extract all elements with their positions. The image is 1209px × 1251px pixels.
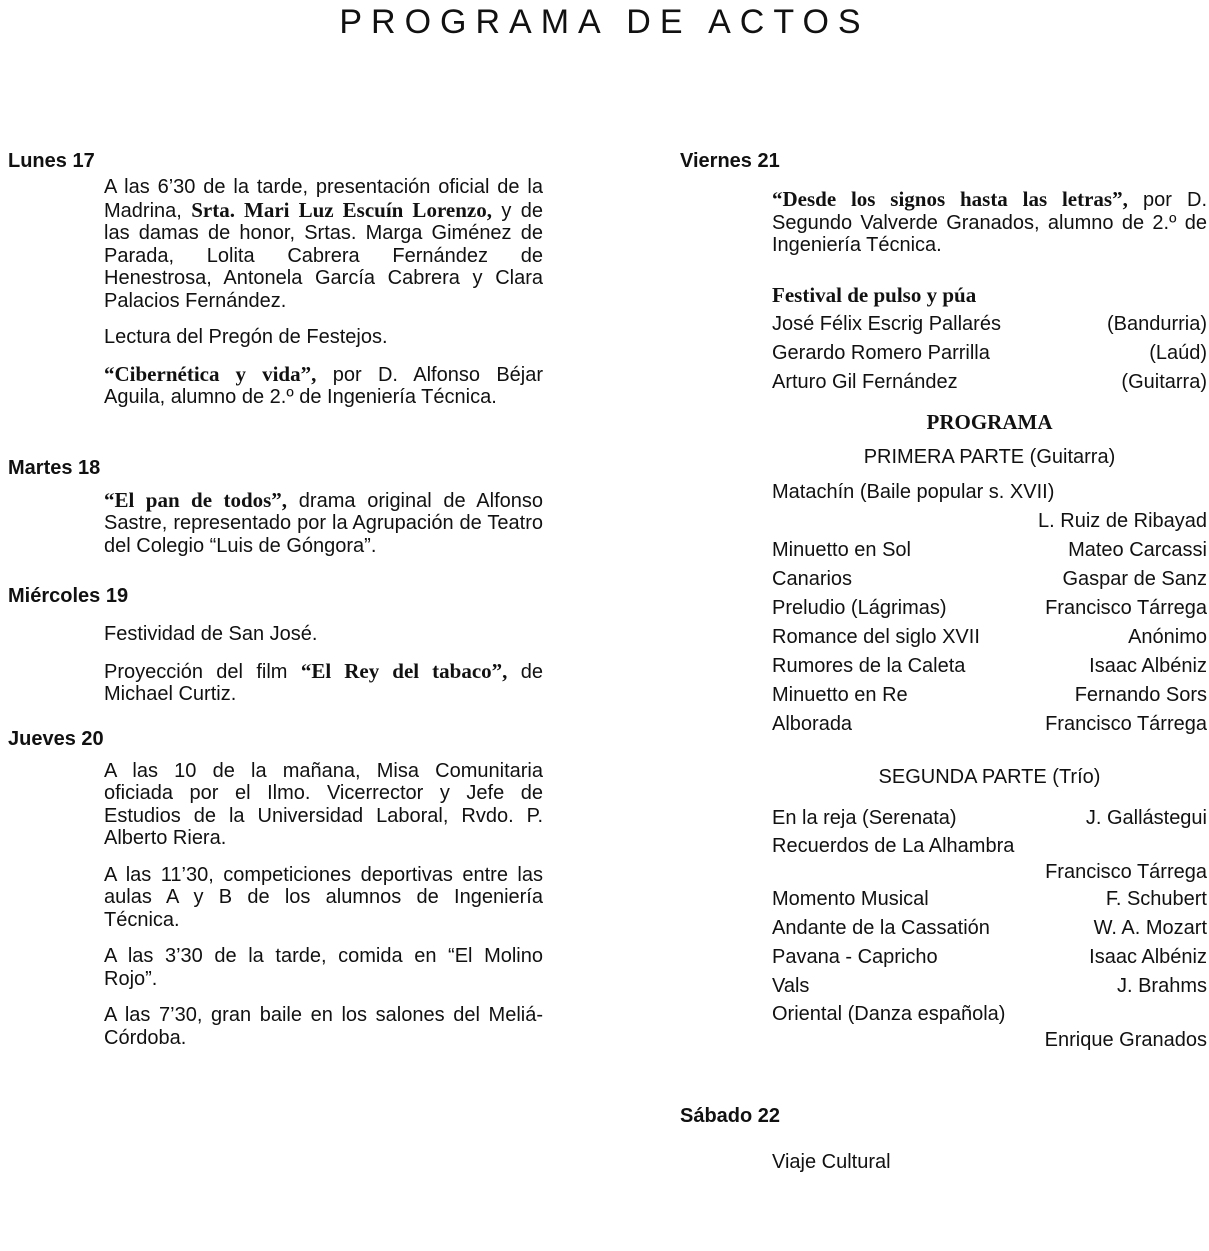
performer-row: [772, 368, 1207, 397]
part1-first-title: Matachín (Baile popular s. XVII): [772, 480, 1055, 503]
program-row: [772, 885, 1207, 914]
day-heading-wednesday: Miércoles 19: [8, 585, 129, 607]
monday-pregon: Lectura del Pregón de Festejos.: [104, 326, 388, 348]
film-text: Proyección del film: [104, 660, 288, 683]
right-column: [680, 148, 1207, 1173]
thursday-lunch: A las 3’30 de la tarde, comida en “El Molino Rojo”.: [104, 945, 543, 990]
piece-title: Rumores de la Caleta: [772, 654, 966, 677]
program-row: [772, 594, 1207, 623]
piece-composer: F. Schubert: [1105, 887, 1207, 910]
piece-composer: Mateo Carcassi: [1068, 538, 1207, 561]
festival-section: [772, 281, 1207, 1053]
lecture-text: por D. Alfonso Béjar Aguila, alumno de 2.º de Ingeniería Técnica.: [104, 363, 544, 408]
piece-title: Minuetto en Sol: [772, 538, 911, 561]
piece-composer: Isaac Albéniz: [1089, 654, 1207, 677]
part2-second-title: Recuerdos de La Alhambra: [772, 834, 1015, 857]
piece-title: Andante de la Cassatión: [772, 916, 990, 939]
festival-title: Festival de pulso y púa: [772, 282, 977, 307]
play-title: “El pan de todos”,: [104, 487, 288, 512]
film-director: de Michael Curtiz.: [104, 660, 544, 705]
piece-composer: J. Brahms: [1116, 974, 1207, 997]
part2-last-composer: Enrique Granados: [1044, 1028, 1207, 1051]
performer-row: [772, 339, 1207, 368]
piece-composer: W. A. Mozart: [1093, 916, 1207, 939]
program-row: [772, 652, 1207, 681]
performer-row: [772, 310, 1207, 339]
left-column: [8, 148, 543, 1049]
tuesday-play: [104, 489, 543, 558]
piece-title: Vals: [772, 974, 810, 997]
performer-name: Arturo Gil Fernández: [772, 370, 958, 393]
program-row: [772, 623, 1207, 652]
monday-presentation-text: A las 6’30 de la tarde, presentación oficial de la Madrina,: [104, 176, 543, 222]
piece-title: Preludio (Lágrimas): [772, 596, 947, 619]
thursday-mass: A las 10 de la mañana, Misa Comunitaria oficiada por el Ilmo. Vicerrector y Jefe de Estudios de la Universidad Laboral, Rvdo. P. Alberto Riera.: [104, 759, 543, 849]
performer-name: Gerardo Romero Parrilla: [772, 341, 990, 364]
piece-title: Canarios: [772, 567, 853, 590]
friday-lecture-text: por D. Segundo Valverde Granados, alumno de 2.º de Ingeniería Técnica.: [772, 189, 1207, 256]
monday-lecture: [104, 363, 543, 409]
part2-second-composer: Francisco Tárrega: [1045, 860, 1207, 883]
program-row: [772, 972, 1207, 1001]
piece-composer: Fernando Sors: [1074, 683, 1207, 706]
film-title: “El Rey del tabaco”,: [300, 658, 508, 683]
programa-heading: PROGRAMA: [926, 409, 1053, 434]
thursday-sports: A las 11’30, competiciones deportivas entre las aulas A y B de los alumnos de Ingeniería Técnica.: [104, 863, 543, 931]
program-row: [772, 804, 1207, 833]
piece-title: Romance del siglo XVII: [772, 625, 980, 648]
monday-presentation: [104, 176, 543, 312]
performer-instrument: (Bandurria): [1106, 312, 1207, 335]
saturday-trip: Viaje Cultural: [772, 1150, 891, 1173]
performer-instrument: (Guitarra): [1121, 370, 1207, 393]
day-heading-friday: Viernes 21: [680, 150, 780, 172]
day-heading-tuesday: Martes 18: [8, 456, 101, 479]
friday-lecture: [772, 188, 1207, 257]
monday-presentation-text-2: y de las damas de honor, Srtas. Marga Giménez de Parada, Lolita Cabrera Fernández de Henestrosa, Antonela García Cabrera y Clara Palacios Fernández.: [104, 199, 543, 312]
piece-composer: Francisco Tárrega: [1045, 596, 1207, 619]
piece-title: Minuetto en Re: [772, 683, 908, 706]
wednesday-film: [104, 660, 543, 706]
part2-last-title: Oriental (Danza española): [772, 1002, 1006, 1025]
piece-composer: Isaac Albéniz: [1089, 945, 1207, 968]
piece-composer: Gaspar de Sanz: [1062, 567, 1207, 590]
wednesday-festivity: Festividad de San José.: [104, 623, 318, 645]
program-row: [772, 710, 1207, 739]
piece-composer: Anónimo: [1128, 625, 1207, 648]
part1-heading: PRIMERA PARTE (Guitarra): [863, 445, 1116, 468]
day-heading-monday: Lunes 17: [8, 150, 95, 172]
day-heading-thursday: Jueves 20: [8, 727, 104, 750]
performer-instrument: (Laúd): [1149, 341, 1207, 364]
program-row: [772, 565, 1207, 594]
part2-heading: SEGUNDA PARTE (Trío): [878, 765, 1101, 788]
piece-title: Alborada: [772, 712, 853, 735]
piece-title: En la reja (Serenata): [772, 806, 957, 829]
piece-composer: Francisco Tárrega: [1045, 712, 1207, 735]
madrina-name: Srta. Mari Luz Escuín Lorenzo,: [191, 197, 492, 222]
piece-title: Momento Musical: [772, 887, 929, 910]
piece-title: Pavana - Capricho: [772, 945, 938, 968]
play-text: drama original de Alfonso Sastre, representado por la Agrupación de Teatro del Colegio “Luis de Góngora”.: [104, 489, 543, 557]
program-row: [772, 536, 1207, 565]
program-row: [772, 681, 1207, 710]
part1-first-composer: L. Ruiz de Ribayad: [1038, 509, 1207, 532]
day-heading-saturday: Sábado 22: [680, 1104, 781, 1127]
program-row: [772, 914, 1207, 943]
friday-lecture-title: “Desde los signos hasta las letras”,: [772, 187, 1128, 211]
lecture-title: “Cibernética y vida”,: [104, 361, 317, 386]
performer-name: José Félix Escrig Pallarés: [772, 312, 1001, 335]
program-row: [772, 943, 1207, 972]
page-title: PROGRAMA DE ACTOS: [339, 3, 870, 41]
piece-composer: J. Gallástegui: [1085, 806, 1207, 829]
thursday-dance: A las 7’30, gran baile en los salones del Meliá-Córdoba.: [104, 1004, 543, 1049]
